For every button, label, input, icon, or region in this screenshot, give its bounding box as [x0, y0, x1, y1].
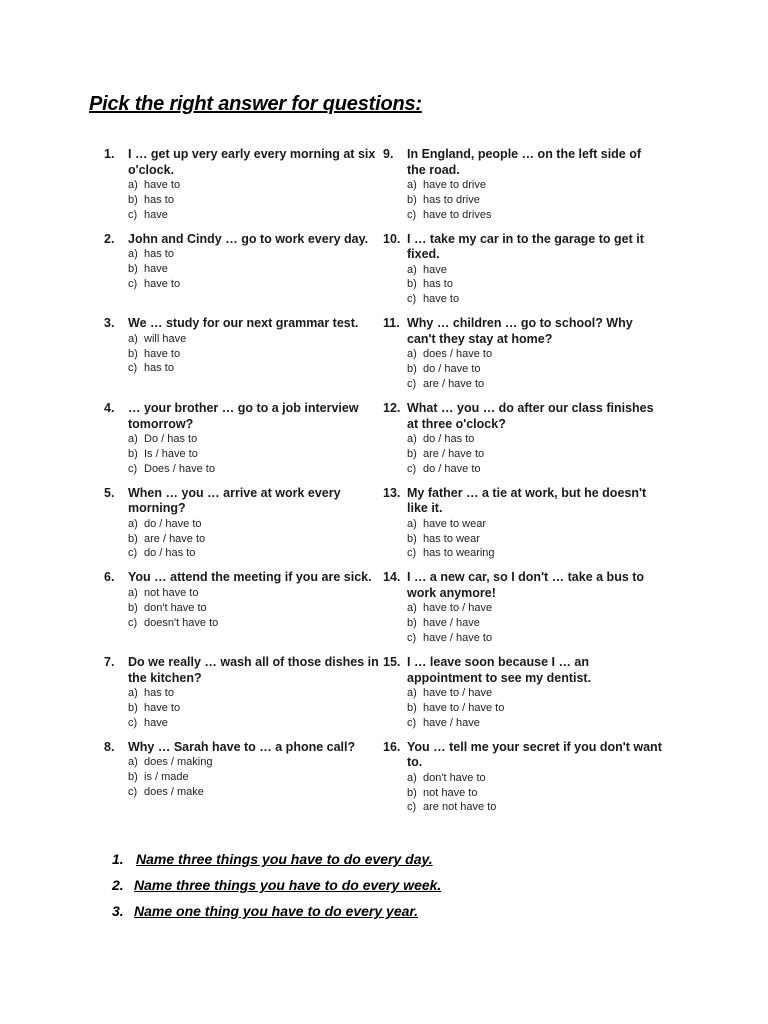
option-text: are / have to: [423, 377, 485, 390]
option-text: have to / have: [423, 602, 493, 615]
answer-option: [128, 546, 384, 561]
option-letter: a): [407, 348, 417, 361]
question-number: 12.: [383, 401, 401, 416]
answer-option: [407, 716, 663, 731]
option-text: have to / have: [423, 687, 493, 700]
question-number: 4.: [104, 401, 115, 416]
option-letter: b): [407, 786, 417, 799]
option-text: has to wearing: [423, 547, 495, 560]
answer-option: [407, 347, 663, 362]
option-letter: a): [407, 602, 417, 615]
option-text: does / making: [144, 756, 213, 769]
option-text: not have to: [144, 586, 199, 599]
option-letter: c): [128, 716, 138, 729]
option-letter: c): [128, 547, 138, 560]
option-text: do / has to: [423, 433, 475, 446]
question-item: [383, 655, 663, 740]
questions-column-left: [104, 147, 384, 825]
answer-options: [128, 247, 384, 291]
question-item: [383, 570, 663, 655]
answer-option: [407, 601, 663, 616]
answer-option: [128, 701, 384, 716]
answer-option: [128, 601, 384, 616]
answer-option: [407, 447, 663, 462]
answer-options: [407, 178, 663, 222]
answer-option: [407, 616, 663, 631]
option-letter: a): [407, 179, 417, 191]
option-text: will have: [144, 332, 187, 345]
option-text: do / have to: [144, 517, 202, 530]
question-text: I … leave soon because I … an appointment to see my dentist.: [407, 655, 592, 685]
option-text: do / have to: [423, 462, 481, 475]
option-text: are not have to: [423, 801, 497, 814]
option-text: have to drives: [423, 208, 492, 221]
question-item: [383, 147, 663, 232]
answer-option: [407, 786, 663, 801]
question-number: 7.: [104, 655, 115, 670]
answer-option: [128, 432, 384, 447]
question-text: When … you … arrive at work every morning?: [128, 485, 341, 516]
question-stem: [383, 486, 663, 517]
option-letter: b): [128, 347, 138, 360]
task-item: [112, 872, 441, 898]
option-text: has to: [144, 362, 174, 375]
answer-options: [407, 432, 663, 476]
answer-option: [407, 686, 663, 701]
option-letter: b): [128, 262, 138, 275]
option-text: don't have to: [423, 771, 486, 784]
answer-option: [128, 517, 384, 532]
question-text: What … you … do after our class finishes at three o'clock?: [407, 401, 654, 431]
question-stem: [383, 570, 663, 601]
task-list: [112, 846, 441, 924]
answer-options: [407, 347, 663, 391]
question-text: My father … a tie at work, but he doesn't like it.: [407, 485, 647, 516]
answer-option: [407, 546, 663, 561]
option-letter: b): [128, 532, 138, 545]
option-text: have: [423, 263, 447, 276]
question-item: [383, 740, 663, 825]
option-letter: b): [407, 193, 417, 206]
question-stem: [383, 401, 663, 432]
option-text: Is / have to: [144, 447, 198, 460]
option-text: Do / has to: [144, 433, 198, 446]
question-item: [104, 655, 384, 740]
question-stem: [104, 401, 384, 432]
answer-option: [407, 462, 663, 477]
question-number: 9.: [383, 147, 394, 161]
option-letter: c): [407, 801, 417, 814]
question-item: [104, 147, 384, 232]
question-item: [104, 740, 384, 825]
answer-option: [128, 361, 384, 376]
option-letter: a): [407, 771, 417, 784]
answer-option: [407, 193, 663, 208]
option-letter: a): [407, 263, 417, 276]
answer-option: [128, 716, 384, 731]
option-letter: b): [407, 363, 417, 376]
answer-option: [128, 178, 384, 193]
question-item: [104, 570, 384, 655]
option-text: Does / have to: [144, 462, 215, 475]
question-item: [383, 232, 663, 317]
option-text: has to: [144, 193, 174, 206]
answer-option: [128, 770, 384, 785]
answer-option: [407, 800, 663, 815]
option-letter: c): [407, 632, 417, 645]
option-text: have to: [144, 277, 181, 290]
answer-option: [128, 616, 384, 631]
task-item: [112, 846, 441, 872]
option-letter: c): [128, 462, 138, 475]
option-text: have / have to: [423, 632, 493, 645]
option-letter: a): [128, 517, 138, 530]
option-letter: a): [407, 687, 417, 700]
option-letter: b): [407, 617, 417, 630]
option-letter: c): [128, 277, 138, 290]
option-letter: b): [407, 447, 417, 460]
question-number: 14.: [383, 570, 401, 585]
worksheet-title: Pick the right answer for questions:: [89, 93, 422, 115]
question-number: 13.: [383, 485, 401, 500]
task-text: Name three things you have to do every week.: [134, 877, 442, 893]
option-letter: b): [407, 701, 417, 714]
question-text: I … a new car, so I don't … take a bus to work anymore!: [407, 570, 645, 600]
option-letter: c): [407, 293, 417, 306]
option-letter: b): [407, 532, 417, 545]
answer-option: [407, 701, 663, 716]
option-letter: b): [128, 771, 138, 784]
question-item: [104, 316, 384, 401]
question-item: [104, 401, 384, 486]
answer-option: [128, 332, 384, 347]
question-text: John and Cindy … go to work every day.: [128, 231, 369, 246]
question-stem: [383, 655, 663, 686]
question-number: 3.: [104, 316, 115, 331]
question-text: Do we really … wash all of those dishes in the kitchen?: [128, 655, 379, 685]
option-letter: a): [407, 517, 417, 530]
question-item: [383, 401, 663, 486]
option-text: has to: [423, 278, 453, 291]
question-number: 15.: [383, 655, 401, 670]
question-number: 11.: [383, 316, 400, 331]
question-text: Why … children … go to school? Why can't they stay at home?: [407, 316, 633, 346]
option-letter: a): [128, 756, 138, 769]
option-text: don't have to: [144, 601, 207, 614]
option-text: have to: [144, 701, 181, 714]
option-letter: b): [407, 278, 417, 291]
option-letter: c): [407, 462, 417, 475]
answer-option: [128, 193, 384, 208]
answer-option: [407, 362, 663, 377]
answer-options: [128, 178, 384, 222]
question-text: You … attend the meeting if you are sick.: [128, 570, 372, 585]
answer-option: [407, 178, 663, 193]
option-text: do / have to: [423, 363, 481, 376]
answer-options: [128, 755, 384, 799]
question-stem: [104, 316, 384, 332]
answer-options: [128, 586, 384, 630]
answer-option: [407, 277, 663, 292]
option-letter: c): [128, 362, 138, 375]
option-letter: b): [128, 193, 138, 206]
question-number: 2.: [104, 231, 115, 246]
question-number: 8.: [104, 739, 115, 754]
option-letter: c): [128, 785, 138, 798]
option-text: have to / have to: [423, 701, 505, 714]
option-text: have to: [144, 347, 181, 360]
option-letter: b): [128, 447, 138, 460]
answer-option: [128, 462, 384, 477]
answer-option: [128, 785, 384, 800]
option-text: have to: [423, 293, 460, 306]
option-text: have to wear: [423, 517, 486, 530]
option-text: has to drive: [423, 193, 480, 206]
task-number: 1.: [112, 851, 124, 867]
answer-options: [128, 432, 384, 476]
answer-option: [407, 208, 663, 223]
option-letter: a): [128, 179, 138, 191]
answer-option: [407, 532, 663, 547]
option-letter: a): [128, 248, 138, 261]
answer-options: [407, 517, 663, 561]
questions-column-right: [383, 147, 663, 825]
option-text: have to drive: [423, 179, 486, 191]
answer-option: [128, 586, 384, 601]
question-stem: [104, 486, 384, 517]
question-number: 16.: [383, 739, 401, 754]
option-text: have to: [144, 179, 181, 191]
question-stem: [104, 232, 384, 248]
question-text: … your brother … go to a job interview tomorrow?: [128, 401, 359, 431]
option-letter: b): [128, 601, 138, 614]
question-stem: [383, 740, 663, 771]
answer-options: [128, 686, 384, 730]
answer-option: [128, 247, 384, 262]
option-text: do / has to: [144, 547, 196, 560]
question-text: I … get up very early every morning at six o'clock.: [128, 147, 376, 177]
question-stem: [104, 147, 384, 178]
question-stem: [383, 232, 663, 263]
question-number: 10.: [383, 231, 401, 246]
option-letter: c): [407, 208, 417, 221]
question-number: 1.: [104, 147, 115, 161]
answer-options: [128, 332, 384, 376]
answer-option: [407, 292, 663, 307]
answer-option: [407, 263, 663, 278]
option-letter: c): [407, 547, 417, 560]
answer-options: [407, 601, 663, 645]
option-letter: a): [128, 433, 138, 446]
option-text: does / make: [144, 785, 204, 798]
answer-options: [128, 517, 384, 561]
answer-option: [407, 517, 663, 532]
question-stem: [104, 740, 384, 756]
question-stem: [104, 570, 384, 586]
answer-option: [128, 208, 384, 223]
question-stem: [383, 316, 663, 347]
question-text: We … study for our next grammar test.: [128, 316, 359, 331]
answer-option: [128, 755, 384, 770]
answer-option: [407, 377, 663, 392]
question-text: In England, people … on the left side of the road.: [407, 147, 642, 177]
task-text: Name one thing you have to do every year.: [134, 903, 418, 919]
question-stem: [383, 147, 663, 178]
option-letter: a): [407, 433, 417, 446]
option-text: are / have to: [144, 532, 206, 545]
option-text: have / have: [423, 617, 480, 630]
option-text: is / made: [144, 771, 189, 784]
option-text: has to: [144, 687, 174, 700]
task-item: [112, 898, 441, 924]
question-item: [383, 486, 663, 571]
question-number: 6.: [104, 570, 115, 585]
task-number: 2.: [112, 877, 124, 893]
question-text: You … tell me your secret if you don't want to.: [407, 739, 662, 770]
option-text: have: [144, 716, 168, 729]
question-number: 5.: [104, 485, 115, 500]
question-text: Why … Sarah have to … a phone call?: [128, 739, 356, 754]
option-text: doesn't have to: [144, 616, 219, 629]
answer-option: [128, 686, 384, 701]
question-item: [104, 486, 384, 571]
answer-option: [407, 432, 663, 447]
option-letter: a): [128, 586, 138, 599]
answer-option: [128, 277, 384, 292]
answer-options: [407, 686, 663, 730]
option-text: have / have: [423, 716, 480, 729]
option-letter: a): [128, 687, 138, 700]
answer-options: [407, 771, 663, 815]
option-text: have: [144, 262, 168, 275]
answer-option: [128, 262, 384, 277]
option-letter: c): [407, 377, 417, 390]
answer-option: [128, 447, 384, 462]
option-text: not have to: [423, 786, 478, 799]
task-text: Name three things you have to do every day.: [136, 851, 433, 867]
option-letter: c): [128, 616, 138, 629]
answer-option: [407, 631, 663, 646]
question-stem: [104, 655, 384, 686]
question-item: [383, 316, 663, 401]
option-text: does / have to: [423, 348, 493, 361]
option-letter: c): [407, 716, 417, 729]
question-text: I … take my car in to the garage to get it fixed.: [407, 231, 644, 262]
option-text: have: [144, 208, 168, 221]
option-letter: c): [128, 208, 138, 221]
question-item: [104, 232, 384, 317]
option-text: has to: [144, 248, 174, 261]
option-text: are / have to: [423, 447, 485, 460]
answer-option: [128, 532, 384, 547]
option-letter: b): [128, 701, 138, 714]
option-letter: a): [128, 332, 138, 345]
answer-options: [407, 263, 663, 307]
option-text: has to wear: [423, 532, 480, 545]
task-number: 3.: [112, 903, 124, 919]
answer-option: [128, 347, 384, 362]
answer-option: [407, 771, 663, 786]
